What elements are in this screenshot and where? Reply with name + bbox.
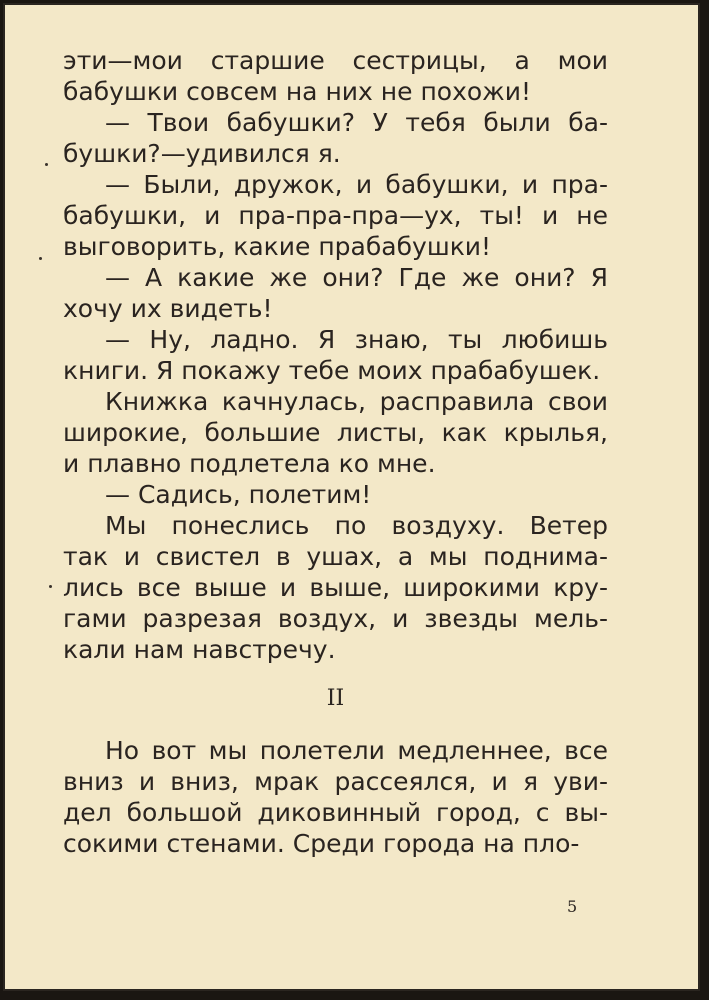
text-line: бабушки, и пра-пра-пра—ух, ты! и не (63, 201, 608, 230)
text-line: хочу их видеть! (63, 294, 273, 323)
text-line: — Были, дружок, и бабушки, и пра- (105, 170, 608, 199)
text-after-section (63, 735, 608, 859)
text-line: Но вот мы полетели медленнее, все (105, 736, 608, 765)
page-number: 5 (567, 897, 578, 916)
text-line: Книжка качнулась, расправила свои (105, 387, 608, 416)
text-line: и плавно подлетела ко мне. (63, 449, 436, 478)
print-speck (39, 257, 42, 260)
text-line: — Ну, ладно. Я знаю, ты любишь (105, 325, 608, 354)
text-line: дел большой диковинный город, с вы- (63, 798, 608, 827)
book-page (3, 3, 700, 991)
text-line: бабушки совсем на них не похожи! (63, 77, 531, 106)
text-before-section (63, 45, 608, 665)
text-line: сокими стенами. Среди города на пло- (63, 829, 580, 858)
text-line: — А какие же они? Где же они? Я (105, 263, 608, 292)
text-line: книги. Я покажу тебе моих прабабушек. (63, 356, 601, 385)
text-line: кали нам навстречу. (63, 635, 336, 664)
text-line: вниз и вниз, мрак рассеялся, и я уви- (63, 767, 608, 796)
text-line: бушки?—удивился я. (63, 139, 341, 168)
text-line: — Садись, полетим! (105, 480, 372, 509)
text-line: эти—мои старшие сестрицы, а мои (63, 46, 608, 75)
page-text (63, 45, 608, 859)
text-line: лись все выше и выше, широкими кру- (63, 573, 608, 602)
text-line: широкие, большие листы, как крылья, (63, 418, 608, 447)
print-speck (45, 163, 48, 166)
text-line: — Твои бабушки? У тебя были ба- (105, 108, 608, 137)
print-speck (49, 585, 52, 588)
text-line: выговорить, какие прабабушки! (63, 232, 492, 261)
text-line: гами разрезая воздух, и звезды мель- (63, 604, 608, 633)
text-line: Мы понеслись по воздуху. Ветер (105, 511, 608, 540)
section-heading: II (326, 686, 345, 711)
text-line: так и свистел в ушах, а мы поднима- (63, 542, 608, 571)
